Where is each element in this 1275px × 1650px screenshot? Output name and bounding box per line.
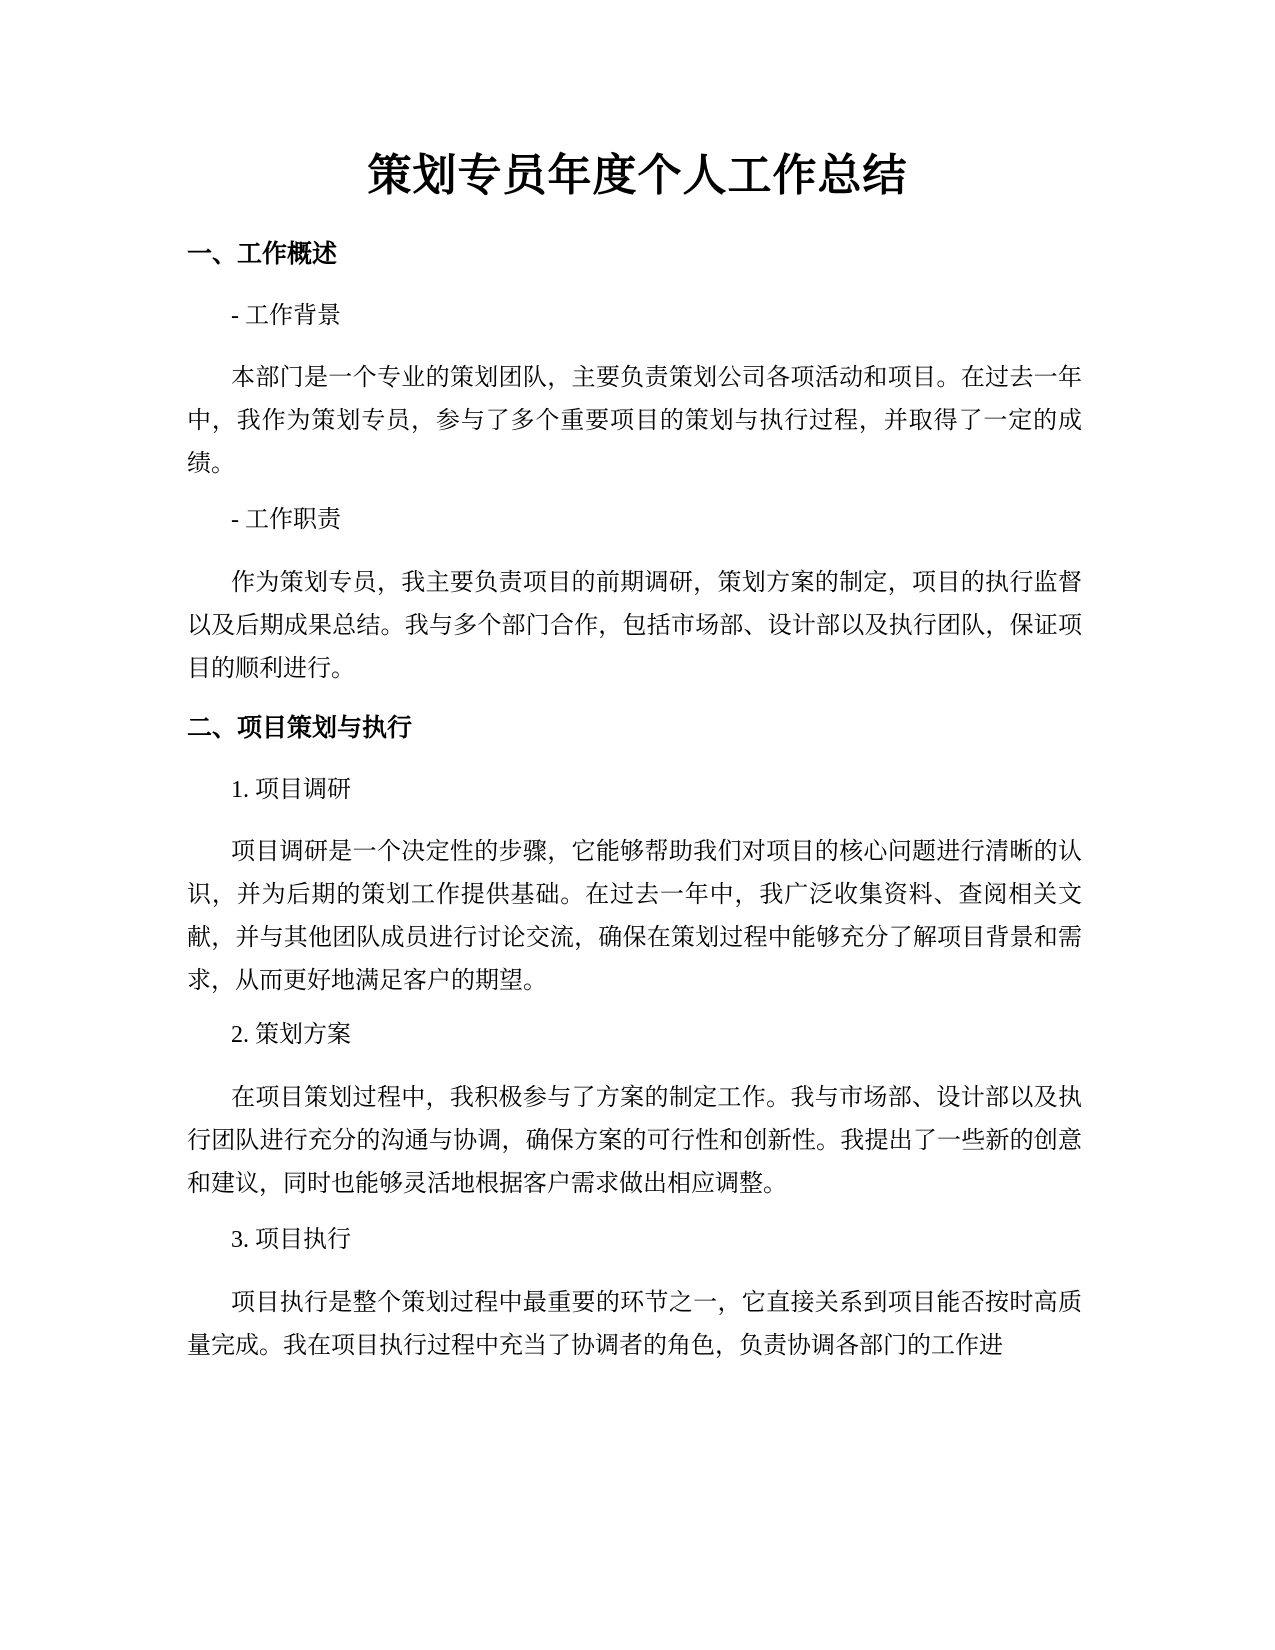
subheading-project-research: 1. 项目调研: [231, 777, 351, 803]
paragraph-project-execution: 项目执行是整个策划过程中最重要的环节之一，它直接关系到项目能否按时高质量完成。我在项目执行过程中充当了协调者的角色，负责协调各部门的工作进: [187, 1290, 1082, 1359]
document-title: 策划专员年度个人工作总结: [367, 150, 908, 201]
subheading-project-execution: 3. 项目执行: [231, 1227, 351, 1253]
paragraph-work-background: 本部门是一个专业的策划团队，主要负责策划公司各项活动和项目。在过去一年中，我作为策划专员，参与了多个重要项目的策划与执行过程，并取得了一定的成绩。: [187, 365, 1082, 477]
section-heading-planning-execution: 二、项目策划与执行: [187, 713, 413, 742]
paragraph-planning-proposal: 在项目策划过程中，我积极参与了方案的制定工作。我与市场部、设计部以及执行团队进行充分的沟通与协调，确保方案的可行性和创新性。我提出了一些新的创意和建议，同时也能够灵活地根据客户需求做出相应调整。: [187, 1085, 1082, 1197]
paragraph-work-duties: 作为策划专员，我主要负责项目的前期调研，策划方案的制定，项目的执行监督以及后期成果总结。我与多个部门合作，包括市场部、设计部以及执行团队，保证项目的顺利进行。: [187, 570, 1082, 682]
subheading-work-background: - 工作背景: [231, 303, 341, 329]
paragraph-project-research: 项目调研是一个决定性的步骤，它能够帮助我们对项目的核心问题进行清晰的认识，并为后期的策划工作提供基础。在过去一年中，我广泛收集资料、查阅相关文献，并与其他团队成员进行讨论交流，确保在策划过程中能够充分了解项目背景和需求，从而更好地满足客户的期望。: [187, 839, 1082, 994]
subheading-work-duties: - 工作职责: [231, 507, 341, 533]
section-heading-overview: 一、工作概述: [187, 239, 338, 268]
subheading-planning-proposal: 2. 策划方案: [231, 1022, 351, 1048]
